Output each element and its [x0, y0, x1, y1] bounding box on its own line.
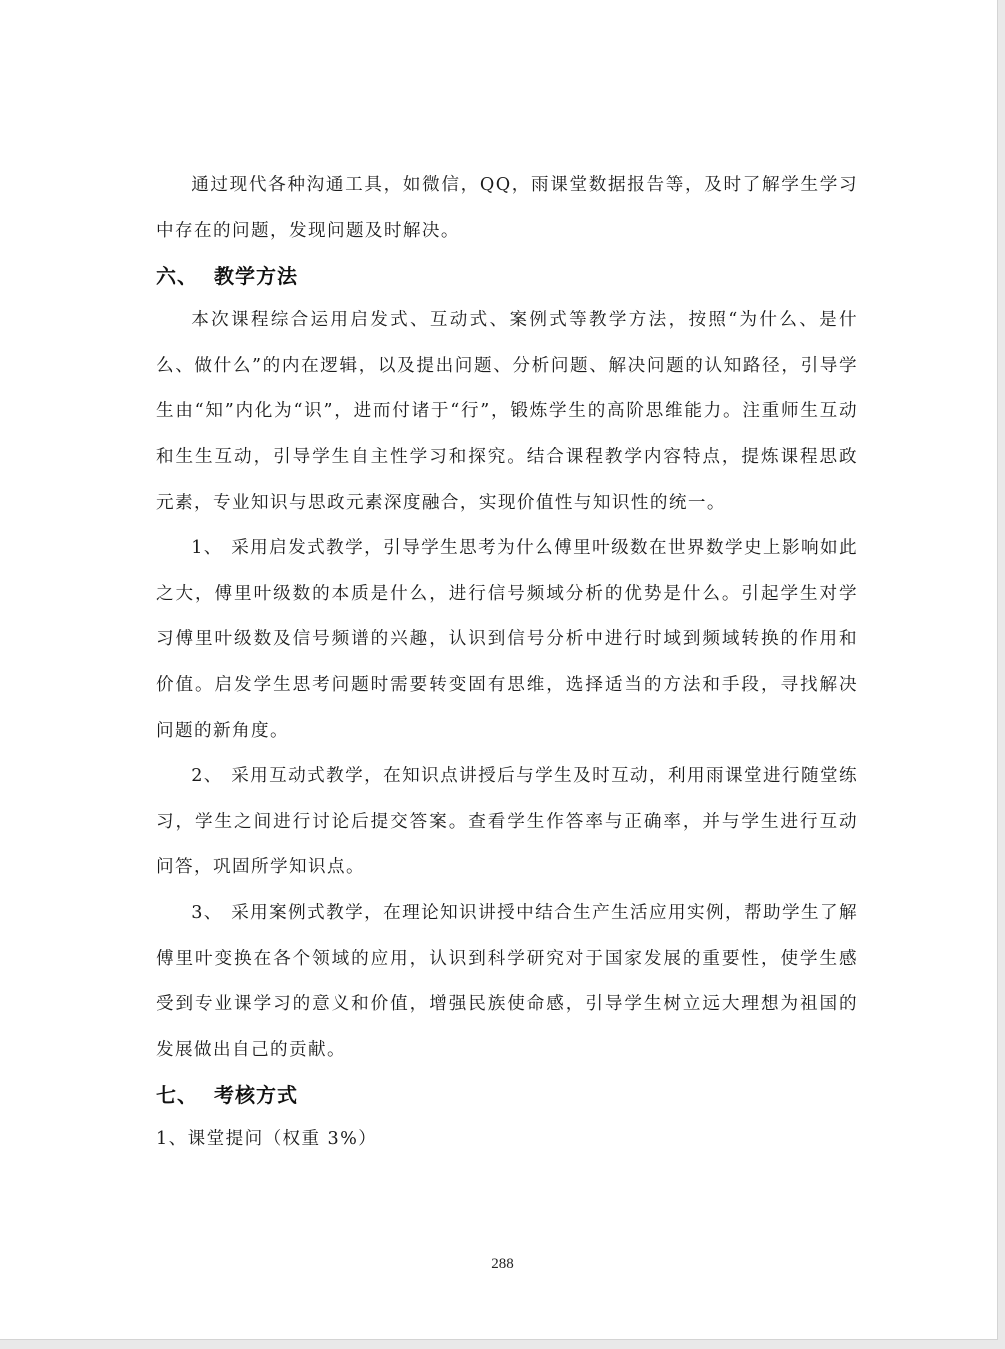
list-item-text: 采用互动式教学，在知识点讲授后与学生及时互动，利用雨课堂进行随堂练习，学生之间进行讨论后提交答案。查看学生作答率与正确率，并与学生进行互动问答，巩固所学知识点。	[156, 766, 858, 878]
section-number: 七、	[156, 1083, 198, 1108]
page-content	[156, 163, 858, 1163]
page-number: 288	[491, 1256, 514, 1272]
list-item-number: 2、	[191, 766, 223, 787]
section-title: 教学方法	[214, 264, 298, 289]
list-item-number: 3、	[191, 902, 223, 923]
list-item	[156, 526, 858, 754]
list-item-number: 1、	[191, 538, 223, 559]
section-heading-teaching-methods	[156, 254, 858, 298]
section-number: 六、	[156, 264, 198, 289]
list-item	[156, 754, 858, 891]
assessment-item: 1、课堂提问（权重 3%）	[156, 1129, 378, 1150]
list-item-text: 采用启发式教学，引导学生思考为什么傅里叶级数在世界数学史上影响如此之大，傅里叶级数的本质是什么，进行信号频域分析的优势是什么。引起学生对学习傅里叶级数及信号频谱的兴趣，认识到信号分析中进行时域到频域转换的作用和价值。启发学生思考问题时需要转变固有思维，选择适当的方法和手段，寻找解决问题的新角度。	[156, 538, 858, 741]
section-heading-assessment	[156, 1073, 858, 1117]
list-item	[156, 891, 858, 1073]
section-title: 考核方式	[214, 1083, 298, 1108]
intro-paragraph: 通过现代各种沟通工具，如微信，QQ，雨课堂数据报告等，及时了解学生学习中存在的问题，发现问题及时解决。	[156, 175, 858, 241]
teaching-methods-paragraph: 本次课程综合运用启发式、互动式、案例式等教学方法，按照“为什么、是什么、做什么”的内在逻辑，以及提出问题、分析问题、解决问题的认知路径，引导学生由“知”内化为“识”，进而付诸于“行”，锻炼学生的高阶思维能力。注重师生互动和生生互动，引导学生自主性学习和探究。结合课程教学内容特点，提炼课程思政元素，专业知识与思政元素深度融合，实现价值性与知识性的统一。	[156, 310, 858, 513]
list-item-text: 采用案例式教学，在理论知识讲授中结合生产生活应用实例，帮助学生了解傅里叶变换在各个领域的应用，认识到科学研究对于国家发展的重要性，使学生感受到专业课学习的意义和价值，增强民族使命感，引导学生树立远大理想为祖国的发展做出自己的贡献。	[156, 902, 858, 1060]
